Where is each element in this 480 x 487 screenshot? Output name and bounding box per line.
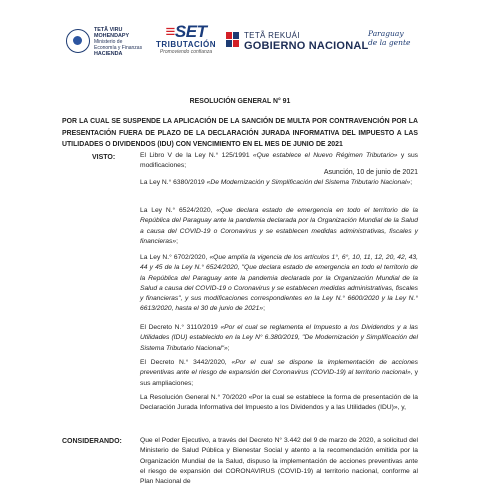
set-logo-sub: TRIBUTACIÓN (155, 40, 216, 49)
ministry-line-3: Economía y Finanzas (94, 45, 143, 51)
ministry-line-2: Ministerio de (94, 39, 123, 45)
visto-paragraph: La Ley N.° 6380/2019 «De Modernización y Simplificación del Sistema Tributario Nacional»; (140, 179, 413, 186)
gobierno-line-1: TETÃ REKUÁI (244, 31, 300, 40)
government-seal-icon (66, 29, 90, 53)
visto-paragraph: El Decreto N.° 3110/2019 «Por el cual se reglamenta el Impuesto a los Dividendos y a las Utilidades (IDU) establecido en la Ley N° 6.380/2019, "De Modernización y Simplificación del Sistema Tributario Nacional"»; (140, 324, 418, 352)
gobierno-line-2: GOBIERNO NACIONAL (244, 40, 369, 52)
document-title: RESOLUCIÓN GENERAL N° 91 (189, 98, 291, 105)
gobierno-logo-text (244, 31, 368, 52)
visto-paragraph: La Ley N.° 6702/2020, «Que amplía la vigencia de los artículos 1°, 6°, 10, 11, 12, 20, 42, 43, 44 y 45 de la Ley N.° 6524/2020, "Que declara estado de emergencia en todo el territorio de la República del Paraguay ante la pandemia declarada por la Organización Mundial de la Salud a causa del COVID-19 o Coronavirus y se establecen medidas administrativas, fiscales y financieras", y sus modificaciones correspondientes en la Ley N.° 6600/2020 y la Ley N.° 6613/2020, hasta el 30 de junio de 2021»; (140, 254, 418, 313)
visto-label: VISTO: (92, 154, 116, 161)
document-date: Asunción, 10 de junio de 2021 (323, 169, 418, 176)
set-logo (155, 23, 217, 63)
gobierno-flag-icon (226, 32, 240, 47)
paraguay-line-1: Paraguay (368, 29, 404, 38)
paraguay-line-2: de la gente (368, 38, 411, 47)
ministry-name: TETÃ VIRU MOHENDAPY (94, 27, 130, 39)
paraguay-de-la-gente-logo (368, 29, 438, 47)
visto-paragraph: El Decreto N.° 3442/2020, «Por el cual se dispone la implementación de acciones preventivas ante el riesgo de expansión del Coronavirus (COVID-19) al territorio nacional», y sus ampliaciones; (140, 359, 419, 387)
considerando-paragraph: Que el Poder Ejecutivo, a través del Decreto N° 3.442 del 9 de marzo de 2020, a solicitud del Ministerio de Salud Pública y Bienestar Social y atento a la recomendación emitida por la Organización Mundial de la Salud, dispuso la implementación de acciones preventivas ante el riesgo de expansión del CORONAVIRUS (COVID-19) al territorio nacional, conforme al Plan Nacional de (140, 437, 418, 486)
ministry-line-4: HACIENDA (94, 51, 123, 57)
considerando-label: CONSIDERANDO: (62, 438, 122, 445)
ministry-logo-text (94, 27, 152, 57)
set-logo-mark: ≡SET (165, 22, 207, 41)
letterhead (0, 0, 480, 68)
visto-paragraph: La Resolución General N.° 70/2020 «Por la cual se establece la forma de presentación de la Declaración Jurada Informativa del Impuesto a los Dividendos y a las Utilidades (IDU)», y, (140, 394, 418, 412)
visto-paragraph: La Ley N.° 6524/2020, «Que declara estado de emergencia en todo el territorio de la República del Paraguay ante la pandemia declarada por la Organización Mundial de la Salud a causa del COVID-19 o Coronavirus y se establecen medidas administrativas, fiscales y financieras»; (140, 207, 418, 245)
set-logo-tagline: Promoviendo confianza (159, 49, 213, 55)
visto-paragraph: El Libro V de la Ley N.° 125/1991 «Que establece el Nuevo Régimen Tributario» y sus modificaciones; (140, 152, 419, 170)
document-subject: POR LA CUAL SE SUSPENDE LA APLICACIÓN DE LA SANCIÓN DE MULTA POR CONTRAVENCIÓN POR LA PRESENTACIÓN FUERA DE PLAZO DE LA DECLARACIÓN JURADA INFORMATIVA DEL IMPUESTO A LAS UTILIDADES O DIVIDENDOS (IDU) CON VENCIMIENTO EN EL MES DE JUNIO DE 2021 (62, 118, 418, 148)
